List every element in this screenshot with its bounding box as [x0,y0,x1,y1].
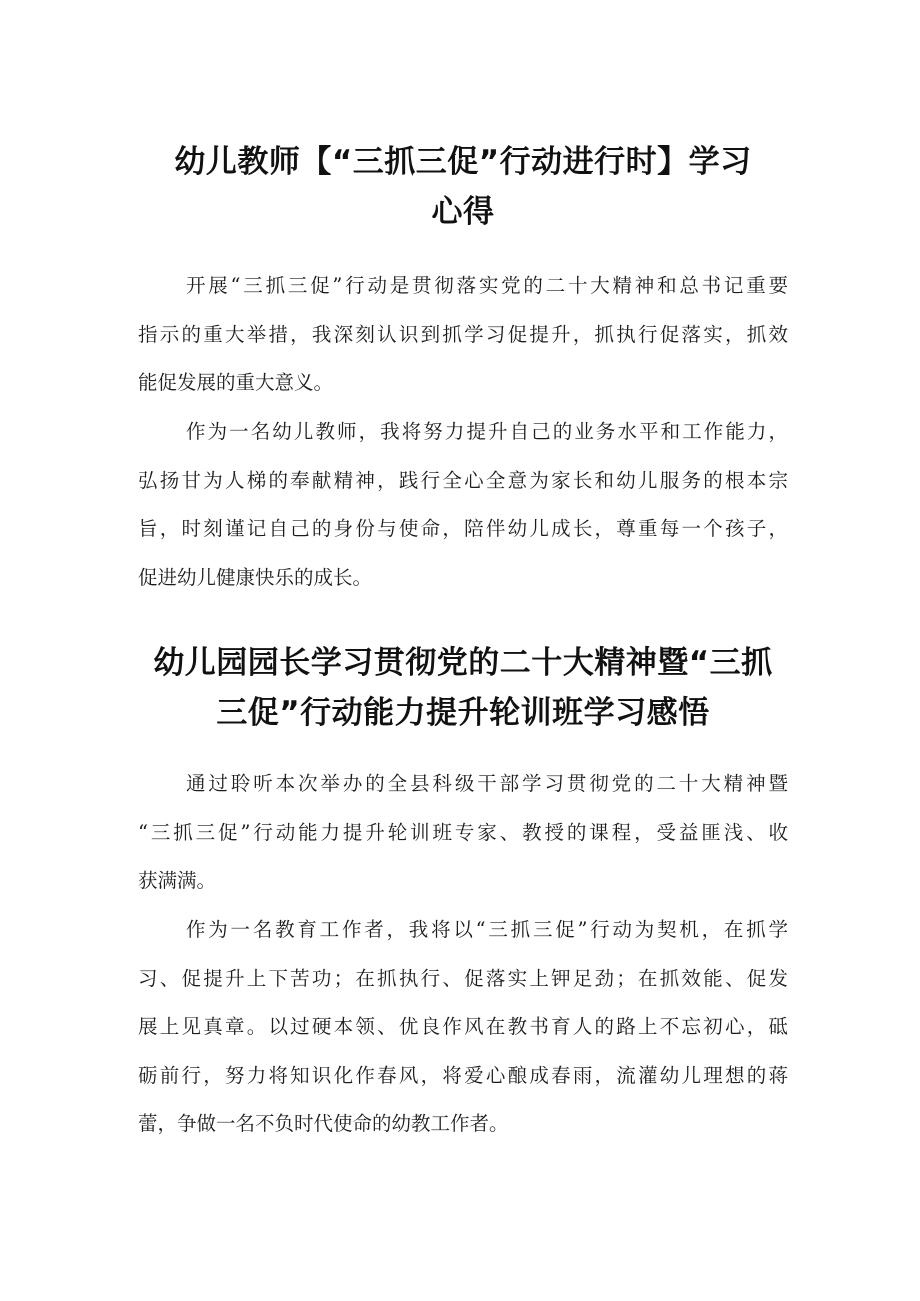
article-2-title [138,638,788,738]
paragraph-line: 砺前行，努力将知识化作春风，将爱心酿成春雨，流灌幼儿理想的蒋 [138,1063,788,1087]
article-2-title-line: 三促”行动能力提升轮训班学习感悟 [216,695,710,731]
paragraph-line: 蕾，争做一名不负时代使命的幼教工作者。 [138,1112,509,1135]
paragraph-line: 作为一名幼儿教师，我将努力提升自己的业务水平和工作能力， [186,420,788,443]
article-1-title-line: 幼儿教师【“三抓三促”行动进行时】学习 [174,144,752,180]
paragraph-line: “三抓三促”行动能力提升轮训班专家、教授的课程，受益匪浅、收 [138,820,788,844]
paragraph-line: 习、促提升上下苦功；在抓执行、促落实上钾足劲；在抓效能、促发 [138,966,788,990]
article-1-title [138,137,788,237]
article-2-title-line: 幼儿园园长学习贯彻党的二十大精神暨“三抓 [153,645,773,681]
paragraph-line: 指示的重大举措，我深刻认识到抓学习促提升，抓执行促落实，抓效 [138,322,788,346]
article-1-paragraph-2 [138,408,788,602]
article-2-paragraph-2 [138,906,788,1149]
article-1-title-line: 心得 [431,194,495,230]
article-1-paragraph-1 [138,262,788,408]
paragraph-line: 开展“三抓三促”行动是贯彻落实党的二十大精神和总书记重要 [186,274,788,297]
paragraph-line: 通过聆听本次举办的全县科级干部学习贯彻党的二十大精神暨 [186,772,788,795]
paragraph-line: 展上见真章。以过硬本领、优良作风在教书育人的路上不忘初心，砥 [138,1015,788,1038]
paragraph-line: 能促发展的重大意义。 [138,371,334,394]
paragraph-line: 弘扬甘为人梯的奉献精神，践行全心全意为家长和幼儿服务的根本宗 [138,468,788,492]
article-2-paragraph-1 [138,760,788,906]
paragraph-line: 获满满。 [138,869,217,892]
paragraph-line: 作为一名教育工作者，我将以“三抓三促”行动为契机，在抓学 [186,918,788,941]
paragraph-line: 旨，时刻谨记自己的身份与使命，陪伴幼儿成长，尊重每一个孩子， [138,517,788,540]
paragraph-line: 促进幼儿健康快乐的成长。 [138,565,373,589]
